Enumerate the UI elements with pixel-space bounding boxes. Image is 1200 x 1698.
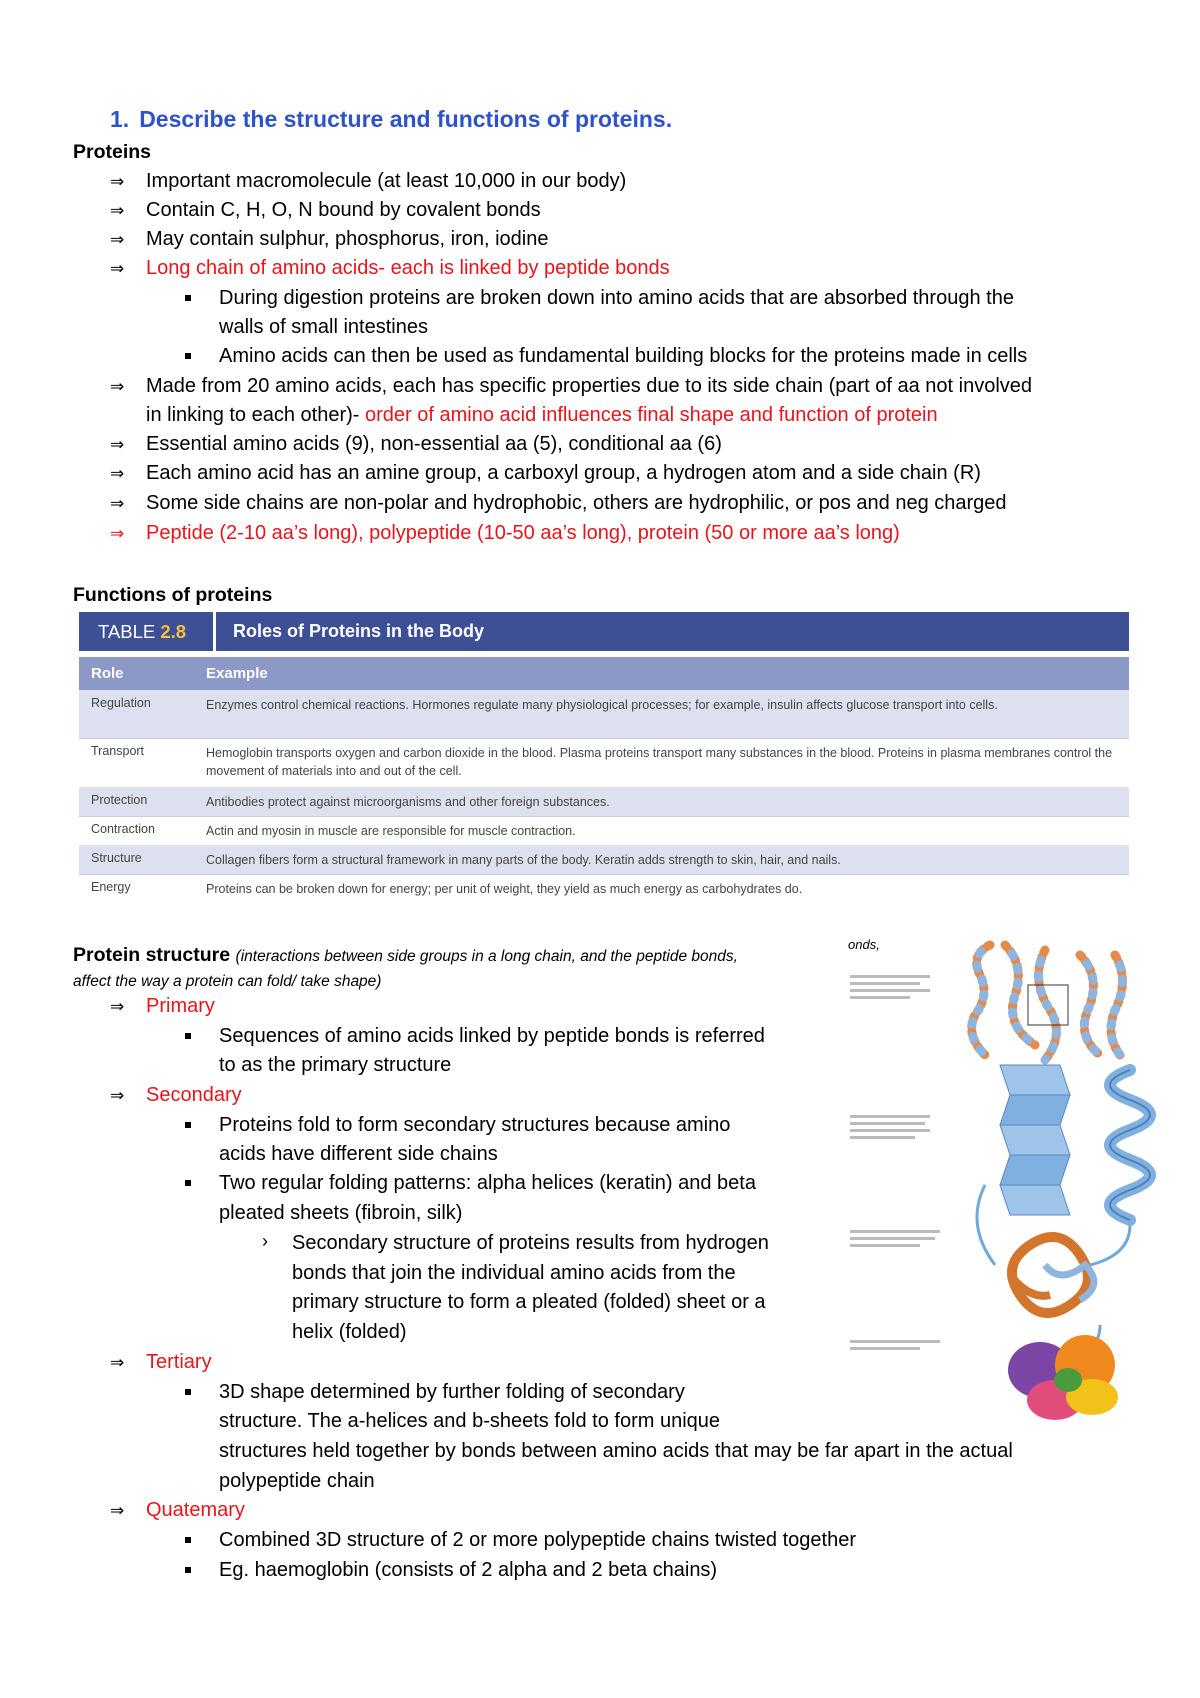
list-item: Proteins fold to form secondary structures because amino <box>219 1114 731 1136</box>
row-role: Transport <box>91 744 145 758</box>
list-item: Essential amino acids (9), non-essential aa (5), conditional aa (6) <box>146 433 722 455</box>
row-example: Enzymes control chemical reactions. Hormones regulate many physiological processes; for example, insulin affects glucose transport into cells. <box>206 698 998 712</box>
table-row <box>79 845 1129 874</box>
list-item: During digestion proteins are broken down into amino acids that are absorbed through the <box>219 287 1014 309</box>
table-row <box>79 874 1129 904</box>
list-item-text: in linking to each other)- <box>146 404 366 426</box>
list-item: to as the primary structure <box>219 1054 452 1076</box>
arrow-bullet: ⇒ <box>110 1086 125 1105</box>
list-item: acids have different side chains <box>219 1143 498 1165</box>
primary-chain-illustration <box>972 945 1123 1060</box>
table-header-divider <box>213 612 216 651</box>
row-example: Actin and myosin in muscle are responsible for muscle contraction. <box>206 824 576 838</box>
row-divider <box>79 816 1129 817</box>
row-example: Antibodies protect against microorganisms and other foreign substances. <box>206 795 610 809</box>
arrow-bullet: ⇒ <box>110 259 125 278</box>
list-item: Made from 20 amino acids, each has specific properties due to its side chain (part of aa not involved <box>146 375 1033 397</box>
square-bullet <box>185 295 191 301</box>
list-item: Secondary structure of proteins results from hydrogen <box>292 1232 769 1254</box>
figure-caption-lines <box>850 975 940 1350</box>
alpha-helix-illustration <box>1110 1070 1150 1220</box>
row-example: Collagen fibers form a structural framework in many parts of the body. Keratin adds strength to skin, hair, and nails. <box>206 853 841 867</box>
list-item: May contain sulphur, phosphorus, iron, iodine <box>146 228 549 250</box>
list-item: Each amino acid has an amine group, a carboxyl group, a hydrogen atom and a side chain (R) <box>146 462 981 484</box>
table-row <box>79 738 1129 787</box>
structure-note-line2: affect the way a protein can fold/ take shape) <box>73 973 382 990</box>
list-item: Some side chains are non-polar and hydrophobic, others are hydrophilic, or pos and neg charged <box>146 492 1007 514</box>
table-label-num: 2.8 <box>160 621 187 642</box>
roles-table <box>79 612 1129 908</box>
table-row <box>79 787 1129 816</box>
list-item: structures held together by bonds between amino acids that may be far apart in the actual <box>219 1440 1013 1462</box>
square-bullet <box>185 353 191 359</box>
square-bullet <box>185 1567 191 1573</box>
col-example: Example <box>206 665 268 682</box>
square-bullet <box>185 1180 191 1186</box>
level-quaternary: Quatemary <box>146 1499 245 1521</box>
list-item <box>146 401 938 430</box>
table-row <box>79 690 1129 738</box>
list-item: structure. The a-helices and b-sheets fold to form unique <box>219 1410 721 1432</box>
row-role: Structure <box>91 851 142 865</box>
col-role: Role <box>91 665 124 682</box>
table-title: Roles of Proteins in the Body <box>233 621 485 641</box>
square-bullet <box>185 1122 191 1128</box>
list-item: Contain C, H, O, N bound by covalent bonds <box>146 199 541 221</box>
quaternary-structure-illustration <box>1008 1335 1118 1420</box>
list-item: Two regular folding patterns: alpha helices (keratin) and beta <box>219 1172 756 1194</box>
row-example: Proteins can be broken down for energy; per unit of weight, they yield as much energy as carbohydrates do. <box>206 882 803 896</box>
row-divider <box>79 874 1129 875</box>
list-item: bonds that join the individual amino acids from the <box>292 1262 736 1284</box>
list-item: Sequences of amino acids linked by peptide bonds is referred <box>219 1025 765 1047</box>
row-role: Contraction <box>91 822 155 836</box>
arrow-bullet: ⇒ <box>110 377 125 396</box>
list-item: primary structure to form a pleated (folded) sheet or a <box>292 1291 766 1313</box>
arrow-bullet: ⇒ <box>110 1353 125 1372</box>
arrow-bullet: ⇒ <box>110 201 125 220</box>
list-item: Important macromolecule (at least 10,000 in our body) <box>146 170 627 192</box>
row-role: Protection <box>91 793 148 807</box>
table-column-headers <box>79 657 1129 690</box>
square-bullet <box>185 1033 191 1039</box>
functions-title: Functions of proteins <box>73 584 273 606</box>
level-tertiary: Tertiary <box>146 1351 212 1373</box>
list-item: polypeptide chain <box>219 1470 375 1492</box>
arrow-bullet: ⇒ <box>110 172 125 191</box>
row-divider <box>79 738 1129 739</box>
heading-number: 1. <box>110 106 130 132</box>
question-heading <box>110 106 672 133</box>
list-item: walls of small intestines <box>219 316 428 338</box>
table-row <box>79 816 1129 845</box>
square-bullet <box>185 1389 191 1395</box>
list-item: pleated sheets (fibroin, silk) <box>219 1202 463 1224</box>
row-role: Regulation <box>91 696 151 710</box>
arrow-bullet: ⇒ <box>110 524 125 543</box>
table-label <box>79 612 212 651</box>
list-item-highlight: order of amino acid influences final shape and function of protein <box>365 404 938 426</box>
arrow-bullet: ⇒ <box>110 997 125 1016</box>
list-item: Amino acids can then be used as fundamental building blocks for the proteins made in cells <box>219 345 1028 367</box>
arrow-bullet: ⇒ <box>110 1501 125 1520</box>
list-item: Long chain of amino acids- each is linked by peptide bonds <box>146 257 670 279</box>
table-label-prefix: TABLE <box>98 621 156 642</box>
structure-note: (interactions between side groups in a long chain, and the peptide bonds, <box>235 948 738 965</box>
square-bullet <box>185 1537 191 1543</box>
table-header <box>79 612 1129 651</box>
structure-title: Protein structure <box>73 944 231 966</box>
list-item: 3D shape determined by further folding of secondary <box>219 1381 685 1403</box>
list-item: helix (folded) <box>292 1321 407 1343</box>
tertiary-structure-illustration <box>1010 1237 1094 1313</box>
structure-title-line <box>73 944 738 967</box>
arrow-bullet: ⇒ <box>110 494 125 513</box>
figure-text-fragment: onds, <box>848 937 880 952</box>
chevron-right-icon: › <box>262 1231 268 1251</box>
arrow-bullet: ⇒ <box>110 464 125 483</box>
list-item: Combined 3D structure of 2 or more polypeptide chains twisted together <box>219 1529 857 1551</box>
level-secondary: Secondary <box>146 1084 242 1106</box>
row-example: Hemoglobin transports oxygen and carbon dioxide in the blood. Plasma proteins transport many substances in the blood. Proteins in plasma membranes control the movement of materials into and out of the cell. <box>206 746 1113 778</box>
list-item: Eg. haemoglobin (consists of 2 alpha and 2 beta chains) <box>219 1559 718 1581</box>
list-item: Peptide (2-10 aa’s long), polypeptide (10-50 aa’s long), protein (50 or more aa’s long) <box>146 522 900 544</box>
level-primary: Primary <box>146 995 215 1017</box>
pleated-sheet-illustration <box>1000 1065 1070 1215</box>
heading-text: Describe the structure and functions of proteins. <box>139 106 673 132</box>
row-role: Energy <box>91 880 131 894</box>
arrow-bullet: ⇒ <box>110 435 125 454</box>
proteins-title: Proteins <box>73 141 152 163</box>
arrow-bullet: ⇒ <box>110 230 125 249</box>
protein-structure-figure <box>830 925 1190 1425</box>
